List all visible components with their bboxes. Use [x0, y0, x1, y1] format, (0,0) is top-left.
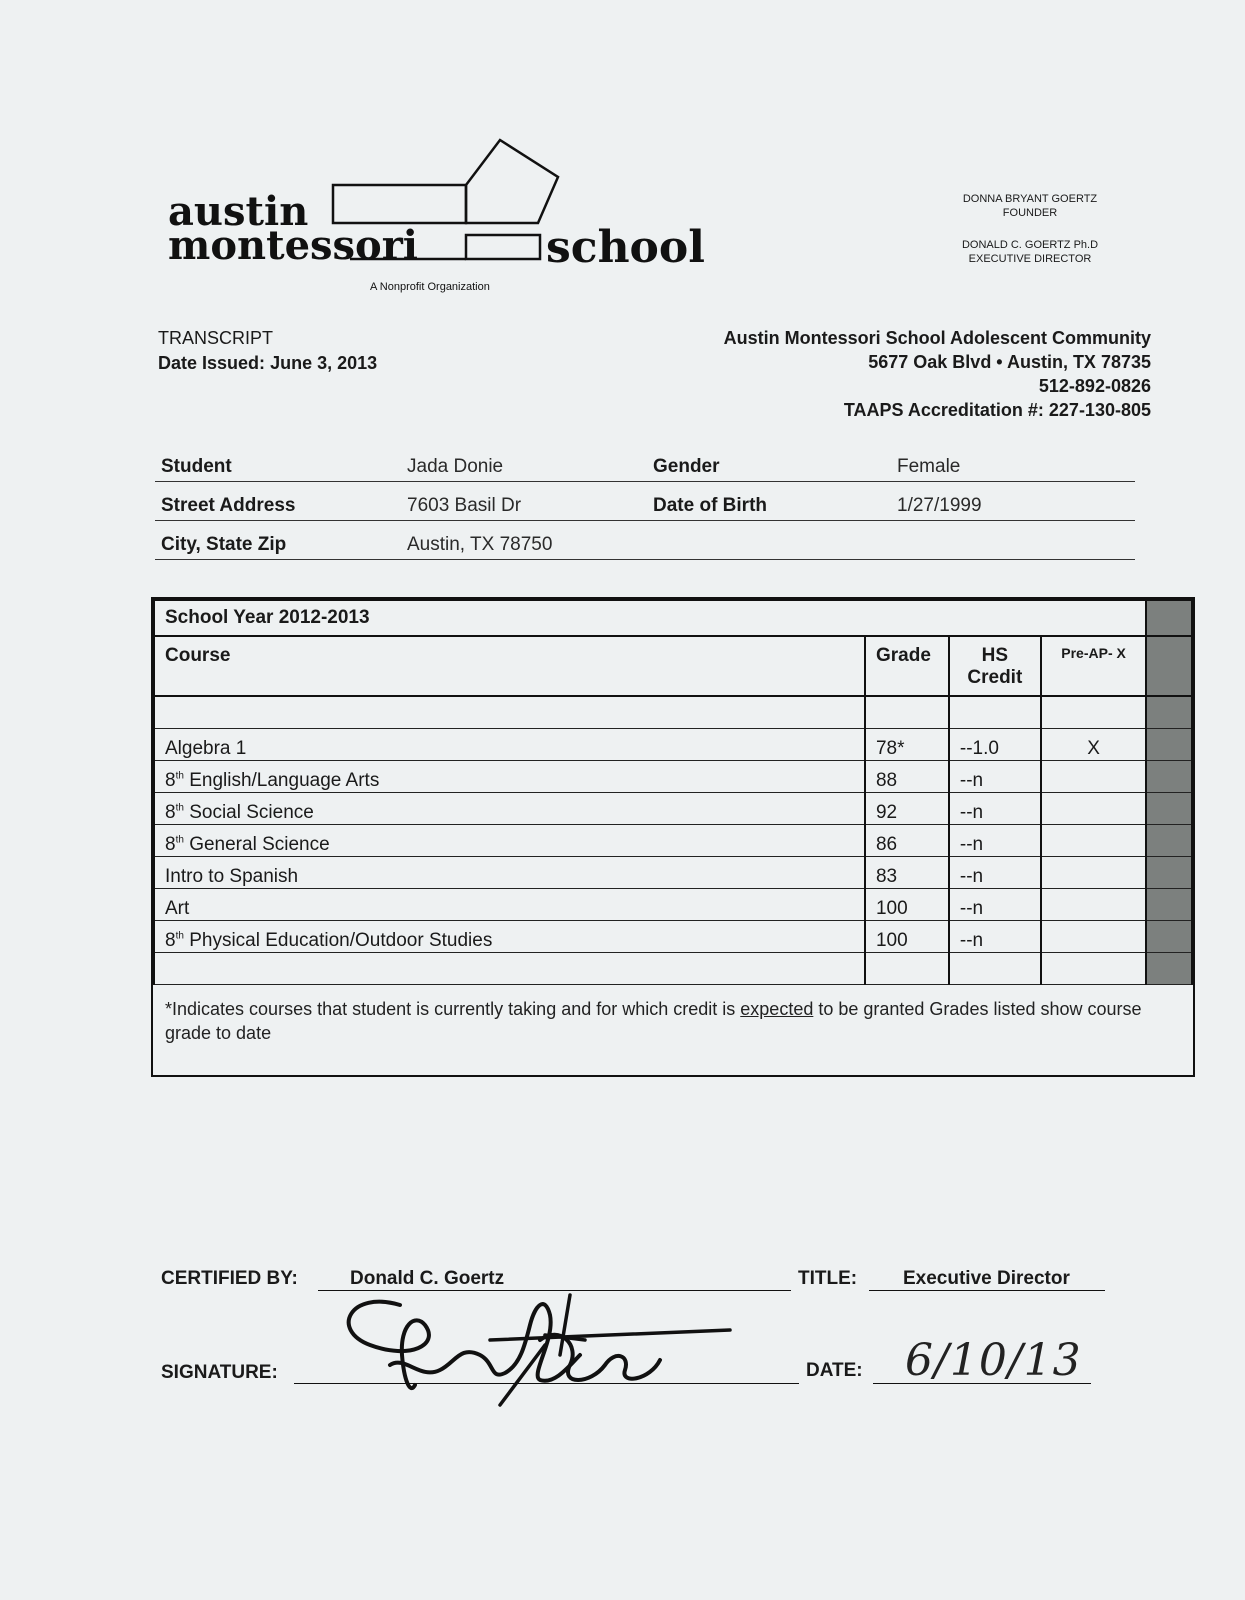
- course-grade-suffix: th: [175, 802, 184, 814]
- col-course: Course: [154, 636, 865, 696]
- director-title: EXECUTIVE DIRECTOR: [968, 253, 1092, 265]
- transcript-header: [158, 326, 377, 376]
- header-row: [154, 636, 1192, 696]
- course-grade-level: 8: [165, 833, 176, 855]
- table-row: [154, 792, 1192, 824]
- table-row: [154, 728, 1192, 760]
- footnote-underlined: expected: [740, 999, 814, 1019]
- grade-cell: 83: [865, 856, 949, 888]
- blank-row: [154, 696, 1192, 728]
- course-name: English/Language Arts: [183, 769, 380, 791]
- grade-cell: 92: [865, 792, 949, 824]
- shade-cell: [1146, 824, 1192, 856]
- table-row: [154, 760, 1192, 792]
- shade-cell: [1146, 856, 1192, 888]
- accreditation-label: TAAPS Accreditation #:: [843, 400, 1044, 420]
- city-row: [155, 525, 1135, 560]
- course-cell: [154, 920, 865, 952]
- grade-cell: 88: [865, 760, 949, 792]
- course-name: Intro to Spanish: [165, 865, 299, 887]
- col-credit: Credit: [967, 667, 1023, 688]
- grade-cell: 100: [865, 920, 949, 952]
- date-issued-value: June 3, 2013: [270, 353, 378, 373]
- course-name: Physical Education/Outdoor Studies: [183, 929, 493, 951]
- school-name: Austin Montessori School Adolescent Community: [723, 328, 1151, 348]
- grades-section: [151, 597, 1195, 1077]
- school-address: 5677 Oak Blvd • Austin, TX 78735: [868, 352, 1151, 372]
- director-name: DONALD C. GOERTZ Ph.D: [961, 239, 1099, 251]
- city-label: City, State Zip: [161, 534, 287, 555]
- course-cell: [154, 792, 865, 824]
- grade-cell: 100: [865, 888, 949, 920]
- shade-cell: [1146, 888, 1192, 920]
- preap-cell: [1041, 920, 1147, 952]
- gender-label: Gender: [653, 456, 720, 477]
- shade-cell: [1146, 792, 1192, 824]
- date-label: DATE:: [806, 1360, 863, 1381]
- course-cell: [154, 760, 865, 792]
- dob-value: 1/27/1999: [897, 495, 982, 516]
- col-preap: Pre-AP- X: [1041, 636, 1147, 696]
- course-grade-suffix: th: [175, 930, 184, 942]
- credit-cell: --n: [949, 824, 1041, 856]
- course-grade-level: 8: [165, 769, 176, 791]
- credit-cell: --1.0: [949, 728, 1041, 760]
- accreditation-value: 227-130-805: [1048, 400, 1151, 420]
- title-value: Executive Director: [903, 1268, 1070, 1289]
- col-grade: Grade: [865, 636, 949, 696]
- col-hs-credit: [949, 636, 1041, 696]
- shade-cell: [1146, 696, 1192, 728]
- preap-cell: [1041, 888, 1147, 920]
- course-cell: [154, 888, 865, 920]
- table-row: [154, 856, 1192, 888]
- date-issued-label: Date Issued:: [158, 353, 266, 373]
- school-phone: 512-892-0826: [1038, 376, 1151, 396]
- logo-tagline: A Nonprofit Organization: [370, 281, 490, 293]
- preap-cell: [1041, 824, 1147, 856]
- preap-cell: [1041, 760, 1147, 792]
- student-value: Jada Donie: [407, 456, 504, 477]
- credit-cell: --n: [949, 920, 1041, 952]
- course-grade-suffix: th: [175, 834, 184, 846]
- shade-cell: [1146, 952, 1192, 984]
- table-row: [154, 824, 1192, 856]
- course-grade-suffix: th: [175, 770, 184, 782]
- founder-name: DONNA BRYANT GOERTZ: [962, 193, 1098, 205]
- gender-value: Female: [897, 456, 961, 477]
- preap-cell: [1041, 856, 1147, 888]
- footnote: [165, 997, 1185, 1045]
- date-issued: [158, 351, 377, 376]
- dob-label: Date of Birth: [653, 495, 767, 516]
- school-accreditation: [724, 398, 1151, 422]
- table-row: [154, 920, 1192, 952]
- title-label: TITLE:: [798, 1268, 858, 1289]
- student-row: [155, 447, 1135, 482]
- credit-cell: --n: [949, 792, 1041, 824]
- logo-austin: austin: [168, 188, 309, 235]
- blank-row: [154, 952, 1192, 984]
- signature-label: SIGNATURE:: [161, 1362, 278, 1383]
- logo-montessori: montessori: [168, 222, 418, 269]
- course-cell: [154, 856, 865, 888]
- preap-cell: [1041, 792, 1147, 824]
- credit-cell: --n: [949, 888, 1041, 920]
- school-year-row: [154, 600, 1192, 636]
- preap-cell: X: [1041, 728, 1147, 760]
- certified-by-value: Donald C. Goertz: [350, 1268, 505, 1289]
- grade-cell: 78*: [865, 728, 949, 760]
- shade-cell: [1146, 600, 1192, 636]
- city-value: Austin, TX 78750: [407, 534, 553, 555]
- course-name: Algebra 1: [165, 737, 247, 759]
- course-cell: [154, 728, 865, 760]
- grades-table: [153, 599, 1193, 985]
- certified-by-label: CERTIFIED BY:: [161, 1268, 298, 1289]
- credit-cell: --n: [949, 856, 1041, 888]
- doc-type: TRANSCRIPT: [158, 328, 274, 348]
- student-label: Student: [161, 456, 232, 477]
- school-year: School Year 2012-2013: [154, 600, 1146, 636]
- course-grade-level: 8: [165, 929, 176, 951]
- course-name: General Science: [183, 833, 330, 855]
- address-label: Street Address: [161, 495, 296, 516]
- footnote-part-b: to be granted Grades listed show course grade to date: [165, 999, 1142, 1043]
- founder-title: FOUNDER: [1002, 207, 1058, 219]
- course-grade-level: 8: [165, 801, 176, 823]
- footnote-part-a: *Indicates courses that student is currently taking and for which credit is: [165, 999, 741, 1019]
- shade-cell: [1146, 636, 1192, 696]
- course-name: Social Science: [183, 801, 314, 823]
- signature-graphic: [330, 1285, 750, 1435]
- course-name: Art: [165, 897, 190, 919]
- date-handwritten: 6/10/13: [905, 1335, 1082, 1386]
- school-info: [724, 326, 1151, 422]
- shade-cell: [1146, 920, 1192, 952]
- director-block: [925, 238, 1135, 266]
- founder-block: [925, 192, 1135, 220]
- grade-cell: 86: [865, 824, 949, 856]
- address-value: 7603 Basil Dr: [407, 495, 522, 516]
- table-row: [154, 888, 1192, 920]
- address-row: [155, 486, 1135, 521]
- credit-cell: --n: [949, 760, 1041, 792]
- title-line: [869, 1262, 1105, 1291]
- course-cell: [154, 824, 865, 856]
- shade-cell: [1146, 728, 1192, 760]
- logo-school: school: [546, 222, 705, 273]
- col-hs: HS: [981, 645, 1009, 666]
- shade-cell: [1146, 760, 1192, 792]
- grade-rows: [154, 728, 1192, 952]
